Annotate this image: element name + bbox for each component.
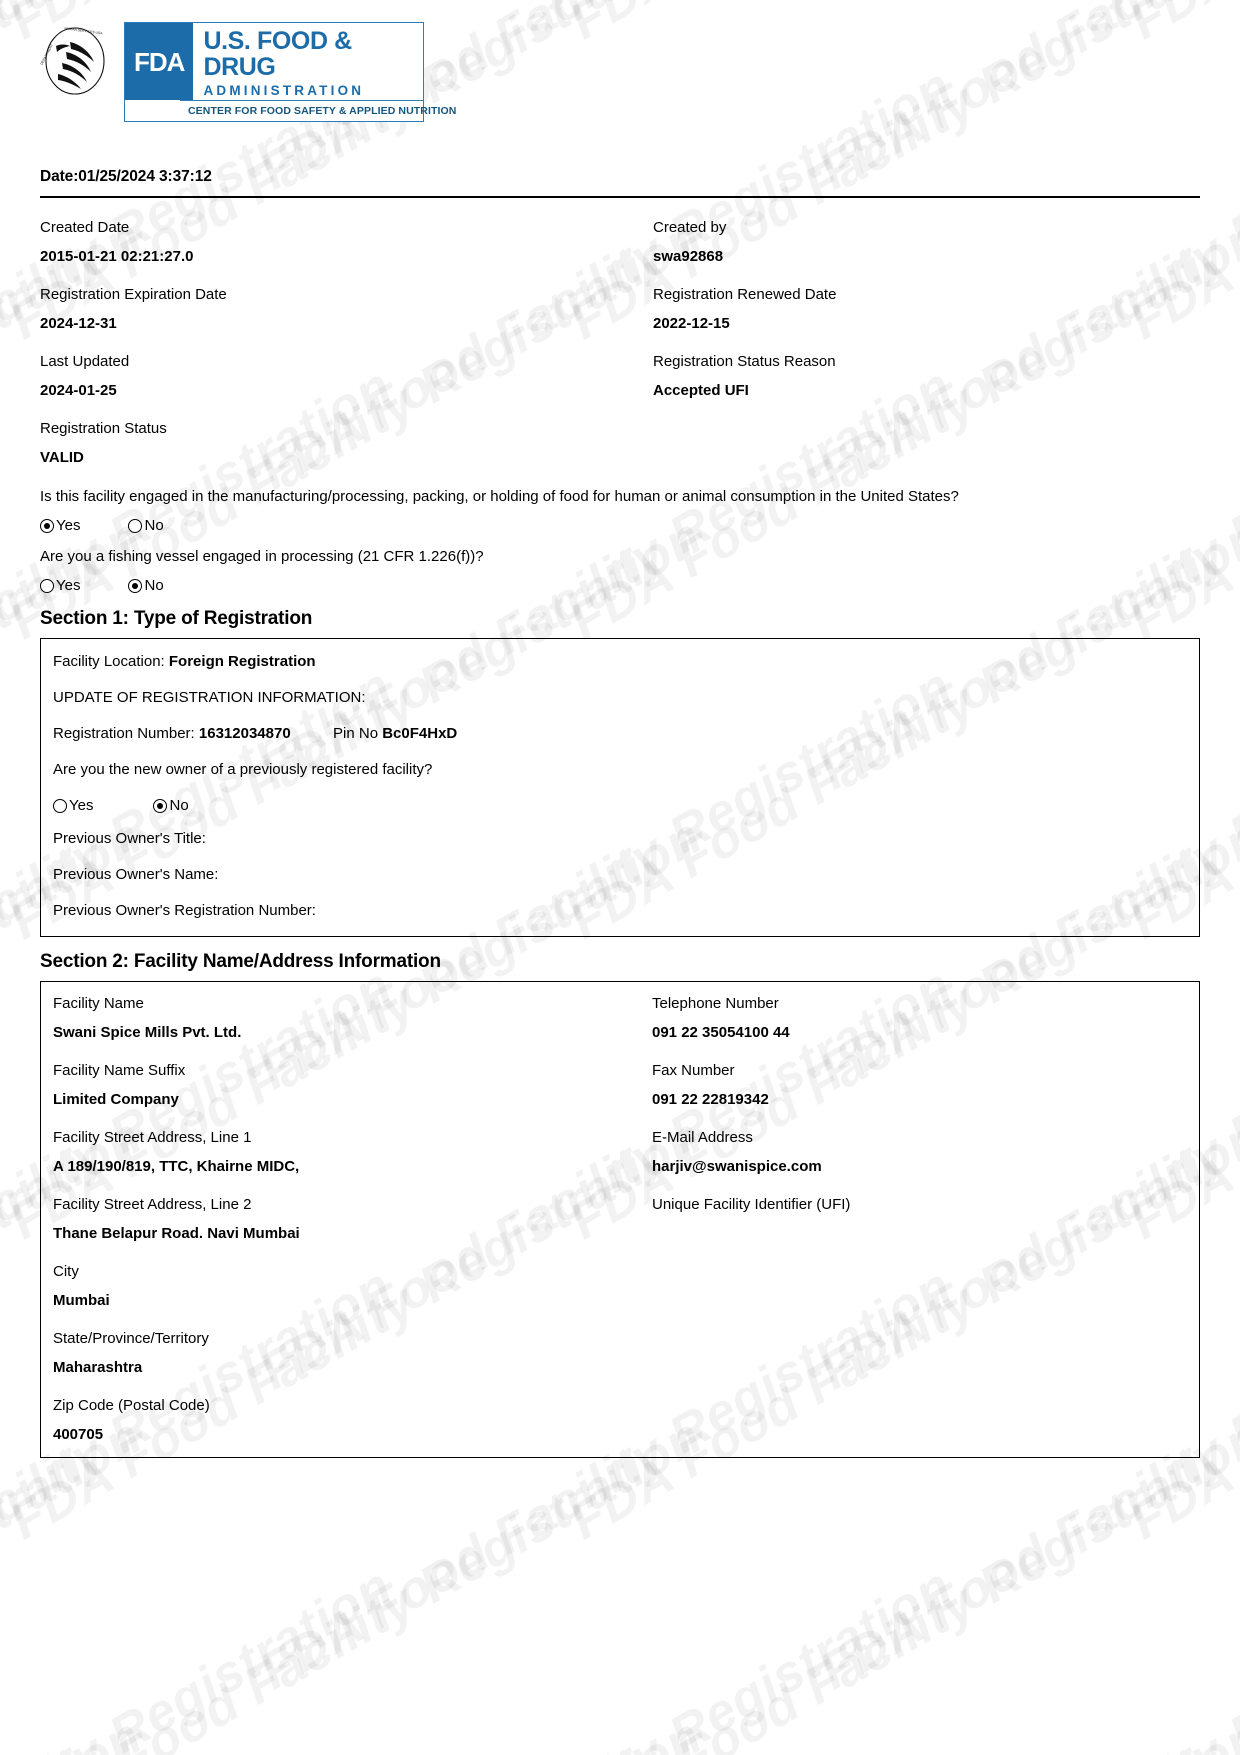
fda-logo (124, 22, 457, 122)
city-value: Mumbai (53, 1291, 110, 1309)
meta-row-expiration (40, 287, 1200, 354)
fda-title-line1: U.S. FOOD & DRUG (203, 27, 352, 82)
q2-radio-no[interactable] (128, 579, 142, 593)
facility-location-row (53, 653, 1187, 671)
section-2-title: Section 2: Facility Name/Address Information (40, 951, 441, 972)
watermark-text (1120, 1406, 1240, 1755)
previous-owner-name-row (53, 866, 1187, 884)
state-value: Maharashtra (53, 1358, 143, 1376)
registration-number-value: 16312034870 (198, 725, 291, 742)
watermark-text (250, 1556, 962, 1755)
facility-location-value: Foreign Registration (168, 653, 316, 670)
fda-badge: FDA (125, 23, 193, 100)
facility-name-value: Swani Spice Mills Pvt. Ltd. (53, 1023, 242, 1041)
email-label: E-Mail Address (652, 1129, 753, 1146)
watermark-text (0, 1706, 152, 1755)
previous-owner-reg-row (53, 902, 1187, 920)
question-domestic-food-options (40, 517, 1200, 534)
telephone-value: 091 22 35054100 44 (652, 1023, 790, 1041)
watermark-text (560, 1406, 1240, 1755)
created-by-value: swa92868 (653, 247, 724, 265)
question-fishing-vessel-options (40, 577, 1200, 594)
previous-owner-reg-label: Previous Owner's Registration Number: (53, 902, 316, 919)
street-line1-value: A 189/190/819, TTC, Khairne MIDC, (53, 1157, 300, 1175)
street-line2-value: Thane Belapur Road. Navi Mumbai (53, 1224, 300, 1242)
meta-field-renewed (620, 287, 1200, 354)
registration-number-label: Registration Number: (53, 725, 195, 742)
q1-radio-yes[interactable] (40, 519, 54, 533)
meta-field-last-updated (40, 354, 620, 421)
section-2-box (40, 981, 1200, 1458)
registration-status-value: VALID (40, 448, 84, 466)
question-fishing-vessel-text: Are you a fishing vessel engaged in processing (21 CFR 1.226(f))? (40, 548, 484, 565)
section-2-left-column (53, 996, 620, 1443)
registration-status-reason-label: Registration Status Reason (653, 353, 836, 370)
q1-option-yes[interactable] (40, 517, 80, 534)
new-owner-radio-yes[interactable] (53, 799, 67, 813)
report-date: Date:01/25/2024 3:37:12 (40, 168, 212, 185)
q2-label-no: No (144, 577, 164, 594)
pin-no-value: Bc0F4HxD (382, 725, 458, 742)
watermark-text (0, 1556, 402, 1755)
watermark-text (810, 1556, 1240, 1755)
last-updated-label: Last Updated (40, 353, 130, 370)
registration-meta (40, 220, 1200, 488)
q1-label-no: No (144, 517, 164, 534)
new-owner-options (53, 797, 1187, 814)
last-updated-value: 2024-01-25 (40, 381, 117, 399)
q2-option-yes[interactable] (40, 577, 80, 594)
new-owner-label-no: No (169, 797, 189, 814)
new-owner-radio-no[interactable] (153, 799, 167, 813)
meta-row-created (40, 220, 1200, 287)
meta-row-updated (40, 354, 1200, 421)
new-owner-option-no[interactable] (153, 797, 188, 814)
created-date-label: Created Date (40, 219, 130, 236)
meta-field-status (40, 421, 620, 488)
document-header (0, 0, 1240, 140)
pin-no-label: Pin No (333, 725, 379, 742)
watermark-text (0, 1706, 712, 1755)
hhs-seal-icon (40, 22, 110, 100)
section-1-box (40, 638, 1200, 937)
previous-owner-name-label: Previous Owner's Name: (53, 866, 219, 883)
watermark-text (560, 1706, 1240, 1755)
state-label: State/Province/Territory (53, 1330, 209, 1347)
question-domestic-food-text: Is this facility engaged in the manufacturing/processing, packing, or holding of food for human or animal consumption in the United States? (40, 488, 959, 505)
registration-renewed-label: Registration Renewed Date (653, 286, 837, 303)
street-line1-label: Facility Street Address, Line 1 (53, 1129, 252, 1146)
q2-option-no[interactable] (128, 577, 163, 594)
registration-status-reason-value: Accepted UFI (653, 381, 749, 399)
registration-expiration-value: 2024-12-31 (40, 314, 117, 332)
fax-value: 091 22 22819342 (652, 1090, 769, 1108)
new-owner-option-yes[interactable] (53, 797, 93, 814)
previous-owner-title-label: Previous Owner's Title: (53, 830, 206, 847)
watermark-text (0, 1406, 712, 1755)
facility-name-label: Facility Name (53, 995, 144, 1012)
q1-label-yes: Yes (56, 517, 81, 534)
email-value: harjiv@swanispice.com (652, 1157, 822, 1175)
meta-field-created-date (40, 220, 620, 287)
svg-text:DEPARTMENT: DEPARTMENT (40, 43, 54, 66)
registration-renewed-value: 2022-12-15 (653, 314, 730, 332)
ufi-value (652, 1226, 1187, 1243)
facility-name-suffix-value: Limited Company (53, 1090, 179, 1108)
meta-field-created-by (620, 220, 1200, 287)
created-date-value: 2015-01-21 02:21:27.0 (40, 247, 194, 265)
ufi-label: Unique Facility Identifier (UFI) (652, 1196, 851, 1213)
update-notice: UPDATE OF REGISTRATION INFORMATION: (53, 689, 366, 706)
watermark-text (0, 1406, 152, 1755)
fax-label: Fax Number (652, 1062, 735, 1079)
street-line2-label: Facility Street Address, Line 2 (53, 1196, 252, 1213)
meta-field-expiration (40, 287, 620, 354)
new-owner-question: Are you the new owner of a previously registered facility? (53, 761, 433, 778)
fda-title-line2: ADMINISTRATION (203, 82, 365, 98)
telephone-label: Telephone Number (652, 995, 779, 1012)
section-1-title: Section 1: Type of Registration (40, 608, 313, 629)
q2-radio-yes[interactable] (40, 579, 54, 593)
section-2-right-column (620, 996, 1187, 1443)
fda-center-line: CENTER FOR FOOD SAFETY & APPLIED NUTRITION (180, 100, 423, 121)
meta-field-status-reason (620, 354, 1200, 421)
registration-status-label: Registration Status (40, 420, 167, 437)
zip-label: Zip Code (Postal Code) (53, 1397, 210, 1414)
q1-option-no[interactable] (128, 517, 163, 534)
watermark-text (1120, 1706, 1240, 1755)
facility-location-label: Facility Location: (53, 653, 165, 670)
meta-row-status (40, 421, 1200, 488)
previous-owner-title-row (53, 830, 1187, 848)
registration-expiration-label: Registration Expiration Date (40, 286, 227, 303)
new-owner-label-yes: Yes (69, 797, 94, 814)
city-label: City (53, 1263, 79, 1280)
q1-radio-no[interactable] (128, 519, 142, 533)
registration-number-row (53, 725, 1187, 743)
zip-value: 400705 (53, 1425, 104, 1443)
svg-text:HUMAN SERVICES USA: HUMAN SERVICES USA (64, 26, 103, 36)
q2-label-yes: Yes (56, 577, 81, 594)
header-divider (40, 196, 1200, 198)
created-by-label: Created by (653, 219, 727, 236)
facility-name-suffix-label: Facility Name Suffix (53, 1062, 186, 1079)
